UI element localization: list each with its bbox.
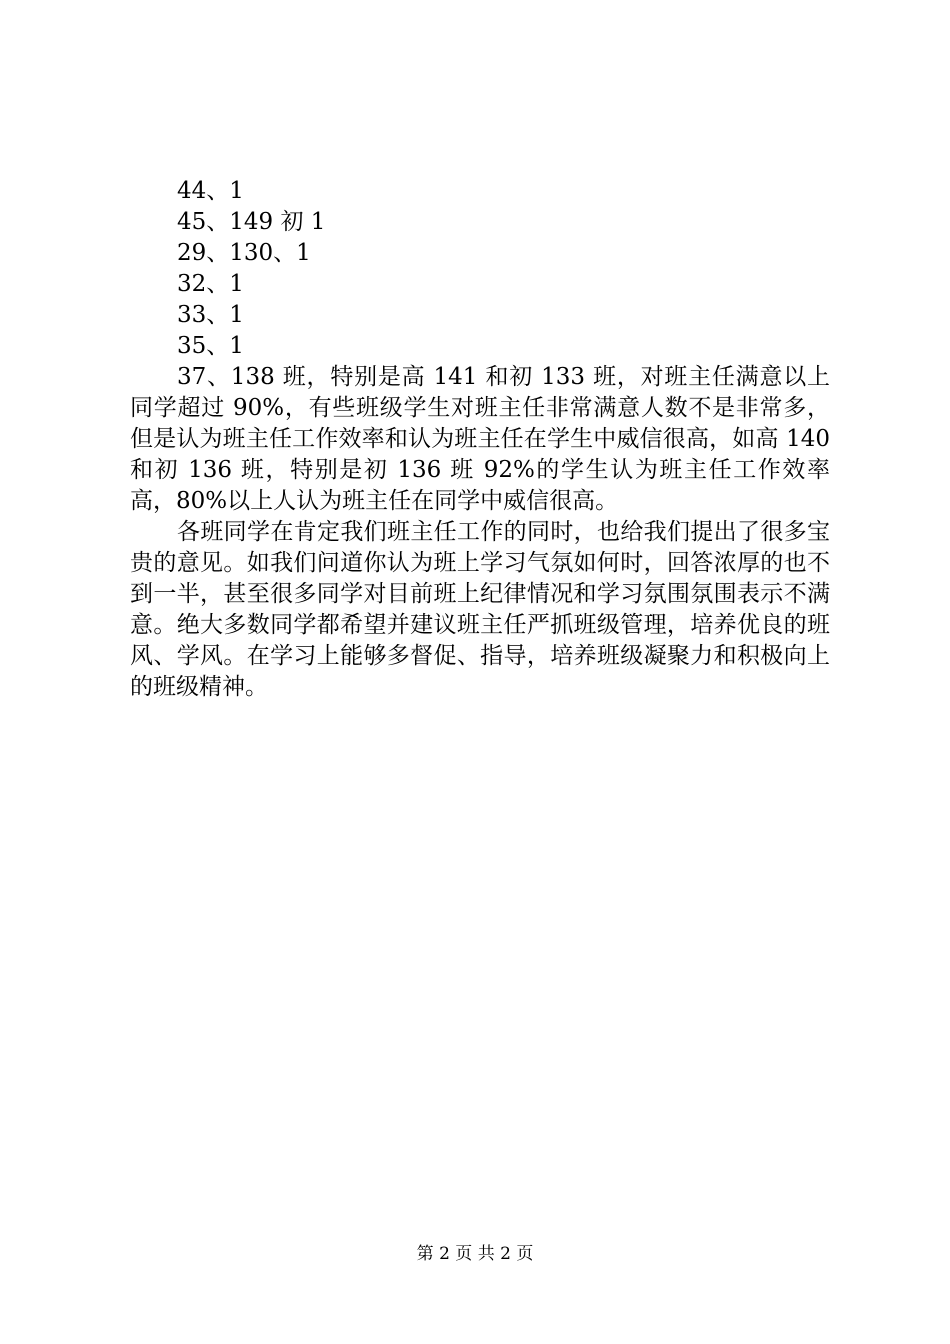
list-line-5: 33、1 xyxy=(177,302,244,328)
list-line-6: 35、1 xyxy=(177,333,244,359)
list-line-1: 44、1 xyxy=(177,178,244,204)
page-footer: 第 2 页 共 2 页 xyxy=(416,1244,534,1264)
paragraph-suggestions: 各班同学在肯定我们班主任工作的同时，也给我们提出了很多宝贵的意见。如我们问道你认为班上学习气氛如何时，回答浓厚的也不到一半，甚至很多同学对目前班上纪律情况和学习氛围氛围表示不满意。绝大多数同学都希望并建议班主任严抓班级管理，培养优良的班风、学风。在学习上能够多督促、指导，培养班级凝聚力和积极向上的班级精神。 xyxy=(130,519,830,700)
document-body xyxy=(130,176,830,703)
paragraph-satisfaction: 37、138 班，特别是高 141 和初 133 班，对班主任满意以上同学超过 90%，有些班级学生对班主任非常满意人数不是非常多，但是认为班主任工作效率和认为班主任在学生中威信很高，如高 140 和初 136 班，特别是初 136 班 92%的学生认为班主任工作效率高，80%以上人认为班主任在同学中威信很高。 xyxy=(130,364,830,514)
list-line-2: 45、149 初 1 xyxy=(177,209,326,235)
list-line-4: 32、1 xyxy=(177,271,244,297)
list-line-3: 29、130、1 xyxy=(177,240,311,266)
